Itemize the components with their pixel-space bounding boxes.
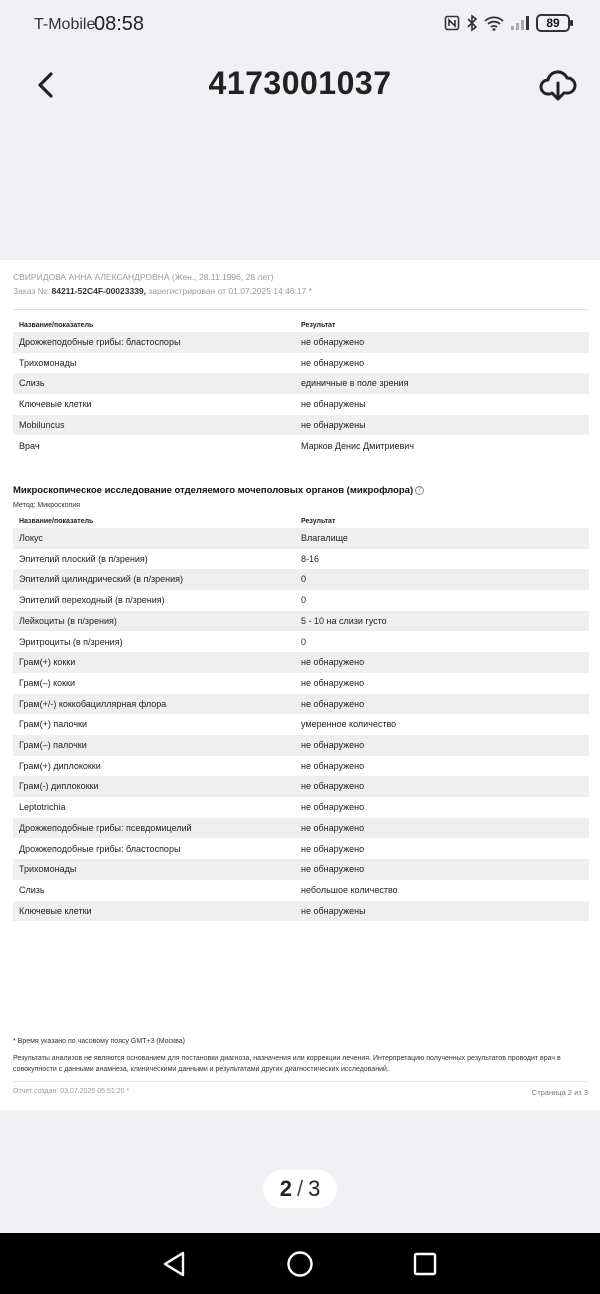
order-info [13,286,312,296]
table-row [13,528,589,549]
current-page: 2 [279,1176,292,1201]
table-row [13,332,589,353]
table-row [13,859,589,880]
row-value: не обнаружено [301,357,365,368]
status-icons [444,14,570,32]
table2-header [13,518,589,528]
column-name-header: Название/показатель [19,322,94,329]
row-value: не обнаружено [301,822,365,833]
divider [13,1081,588,1082]
row-value: не обнаружены [301,399,366,410]
report-created-date: Отчет создан: 03.07.2025 05:51:20 * [13,1088,130,1095]
row-value: Влагалище [301,533,348,543]
order-suffix: зарегистрирован от 01.07.2025 14:46:17 * [146,286,313,296]
row-name: Грам(–) палочки [19,740,87,750]
table-row [13,714,589,735]
row-name: Грам(–) кокки [19,677,76,688]
row-value: 0 [301,574,307,585]
row-name: Слизь [19,884,45,895]
signal-icon [510,15,530,31]
battery-indicator [536,14,570,32]
download-button[interactable] [538,65,578,105]
total-pages: 3 [308,1176,321,1201]
table-row [13,652,589,673]
battery-level: 89 [546,16,560,30]
row-value: единичные в поле зрения [301,378,409,389]
table-row [13,797,589,818]
table-row [13,549,589,570]
row-value: Марков Денис Дмитриевич [301,440,415,451]
table-row [13,839,589,860]
row-value: не обнаружено [301,657,365,668]
row-value: 0 [301,636,307,647]
wifi-icon [484,15,504,31]
row-value: не обнаружено [301,843,365,854]
row-value: не обнаружены [301,419,366,430]
table-row [13,590,589,611]
document-title: 4173001037 [208,65,392,101]
row-value: небольшое количество [301,884,398,895]
row-value: не обнаружено [301,760,365,771]
table-row [13,611,589,632]
row-value: не обнаружены [301,905,366,916]
row-name: Leptotrichia [19,802,66,813]
row-name: Грам(+/-) коккобациллярная флора [19,698,167,709]
row-value: не обнаружено [301,864,365,875]
page-indicator [263,1170,337,1208]
section-title [13,485,424,496]
table-row [13,818,589,839]
divider [13,309,588,310]
table-row [13,673,589,694]
table-row [13,632,589,653]
table-row [13,415,589,436]
row-name: Лейкоциты (в п/зрения) [19,615,117,626]
row-value: не обнаружено [301,337,365,347]
row-name: Трихомонады [19,864,77,875]
column-result-header: Результат [301,322,336,329]
row-name: Дрожжеподобные грибы: бластоспоры [19,843,181,854]
row-name: Локус [19,533,43,543]
nav-home-button[interactable] [285,1249,315,1279]
row-name: Грам(-) диплококки [19,781,99,792]
bluetooth-icon [466,14,478,32]
row-name: Эритроциты (в п/зрения) [19,636,123,647]
row-name: Эпителий цилиндрический (в п/зрения) [19,574,183,585]
status-bar [0,0,600,50]
circle-home-icon [285,1249,315,1279]
nav-back-button[interactable] [159,1249,189,1279]
row-name: Врач [19,440,40,451]
row-name: Ключевые клетки [19,399,92,410]
top-bar [0,55,600,115]
row-value: 0 [301,595,307,606]
table-row [13,694,589,715]
table-row [13,436,589,457]
row-name: Эпителий плоский (в п/зрения) [19,553,148,564]
nav-recents-button[interactable] [410,1249,440,1279]
disclaimer-text: Результаты анализов не являются основанием для постановки диагноза, назначения или коррекции лечения. Интерпретацию полученных результатов проводит врач в совокупности с данными анамнеза, клиническими данными и результатами других диагностических исследований. [13,1055,561,1073]
row-name: Грам(+) палочки [19,719,88,730]
row-name: Эпителий переходный (в п/зрения) [19,595,165,606]
row-value: 8-16 [301,553,320,564]
row-value: не обнаружено [301,698,365,709]
square-recents-icon [410,1249,440,1279]
order-number: 84211-52C4F-00023339, [51,286,147,296]
section-title-text: Микроскопическое исследование отделяемого мочеполовых органов (микрофлора) [13,485,414,496]
system-navigation-bar [0,1233,600,1294]
row-name: Слизь [19,378,45,389]
nfc-icon [444,15,460,31]
table-row [13,353,589,374]
table-row [13,735,589,756]
cloud-download-icon [538,65,578,105]
timezone-footnote: * Время указано по часовому поясу GMT+3 (Москва) [13,1038,185,1045]
column-name-header: Название/показатель [19,518,94,525]
row-value: не обнаружено [301,740,365,750]
triangle-back-icon [159,1249,189,1279]
row-name: Ключевые клетки [19,905,92,916]
row-name: Трихомонады [19,357,77,368]
table-row [13,569,589,590]
row-value: умеренное количество [301,719,397,730]
row-name: Дрожжеподобные грибы: бластоспоры [19,337,181,347]
carrier-label: T-Mobile [34,16,96,33]
page-number-label: Страница 2 из 3 [531,1088,588,1097]
row-name: Грам(+) кокки [19,657,76,668]
method-label: Метод: Микроскопия [13,502,81,509]
info-icon[interactable]: ? [415,486,424,495]
table-row [13,394,589,415]
order-prefix: Заказ №: [13,286,52,296]
report-page[interactable] [0,260,600,1110]
row-name: Грам(+) диплококки [19,760,101,771]
table1-header [13,322,589,332]
row-value: не обнаружено [301,781,365,792]
page-separator: / [296,1176,304,1201]
row-name: Дрожжеподобные грибы: псевдомицелий [19,822,192,833]
row-value: не обнаружено [301,802,365,813]
clock: 08:58 [94,13,145,35]
table-row [13,901,589,922]
patient-info: СВИРИДОВА АННА АЛЕКСАНДРОВНА (Жен., 28.11.1996, 28 лет) [13,272,274,282]
row-value: не обнаружено [301,677,365,688]
table-row [13,756,589,777]
row-value: 5 - 10 на слизи густо [301,615,387,626]
column-result-header: Результат [301,518,336,525]
row-name: Mobiluncus [19,419,65,430]
table-row [13,776,589,797]
table-row [13,880,589,901]
table-row [13,373,589,394]
